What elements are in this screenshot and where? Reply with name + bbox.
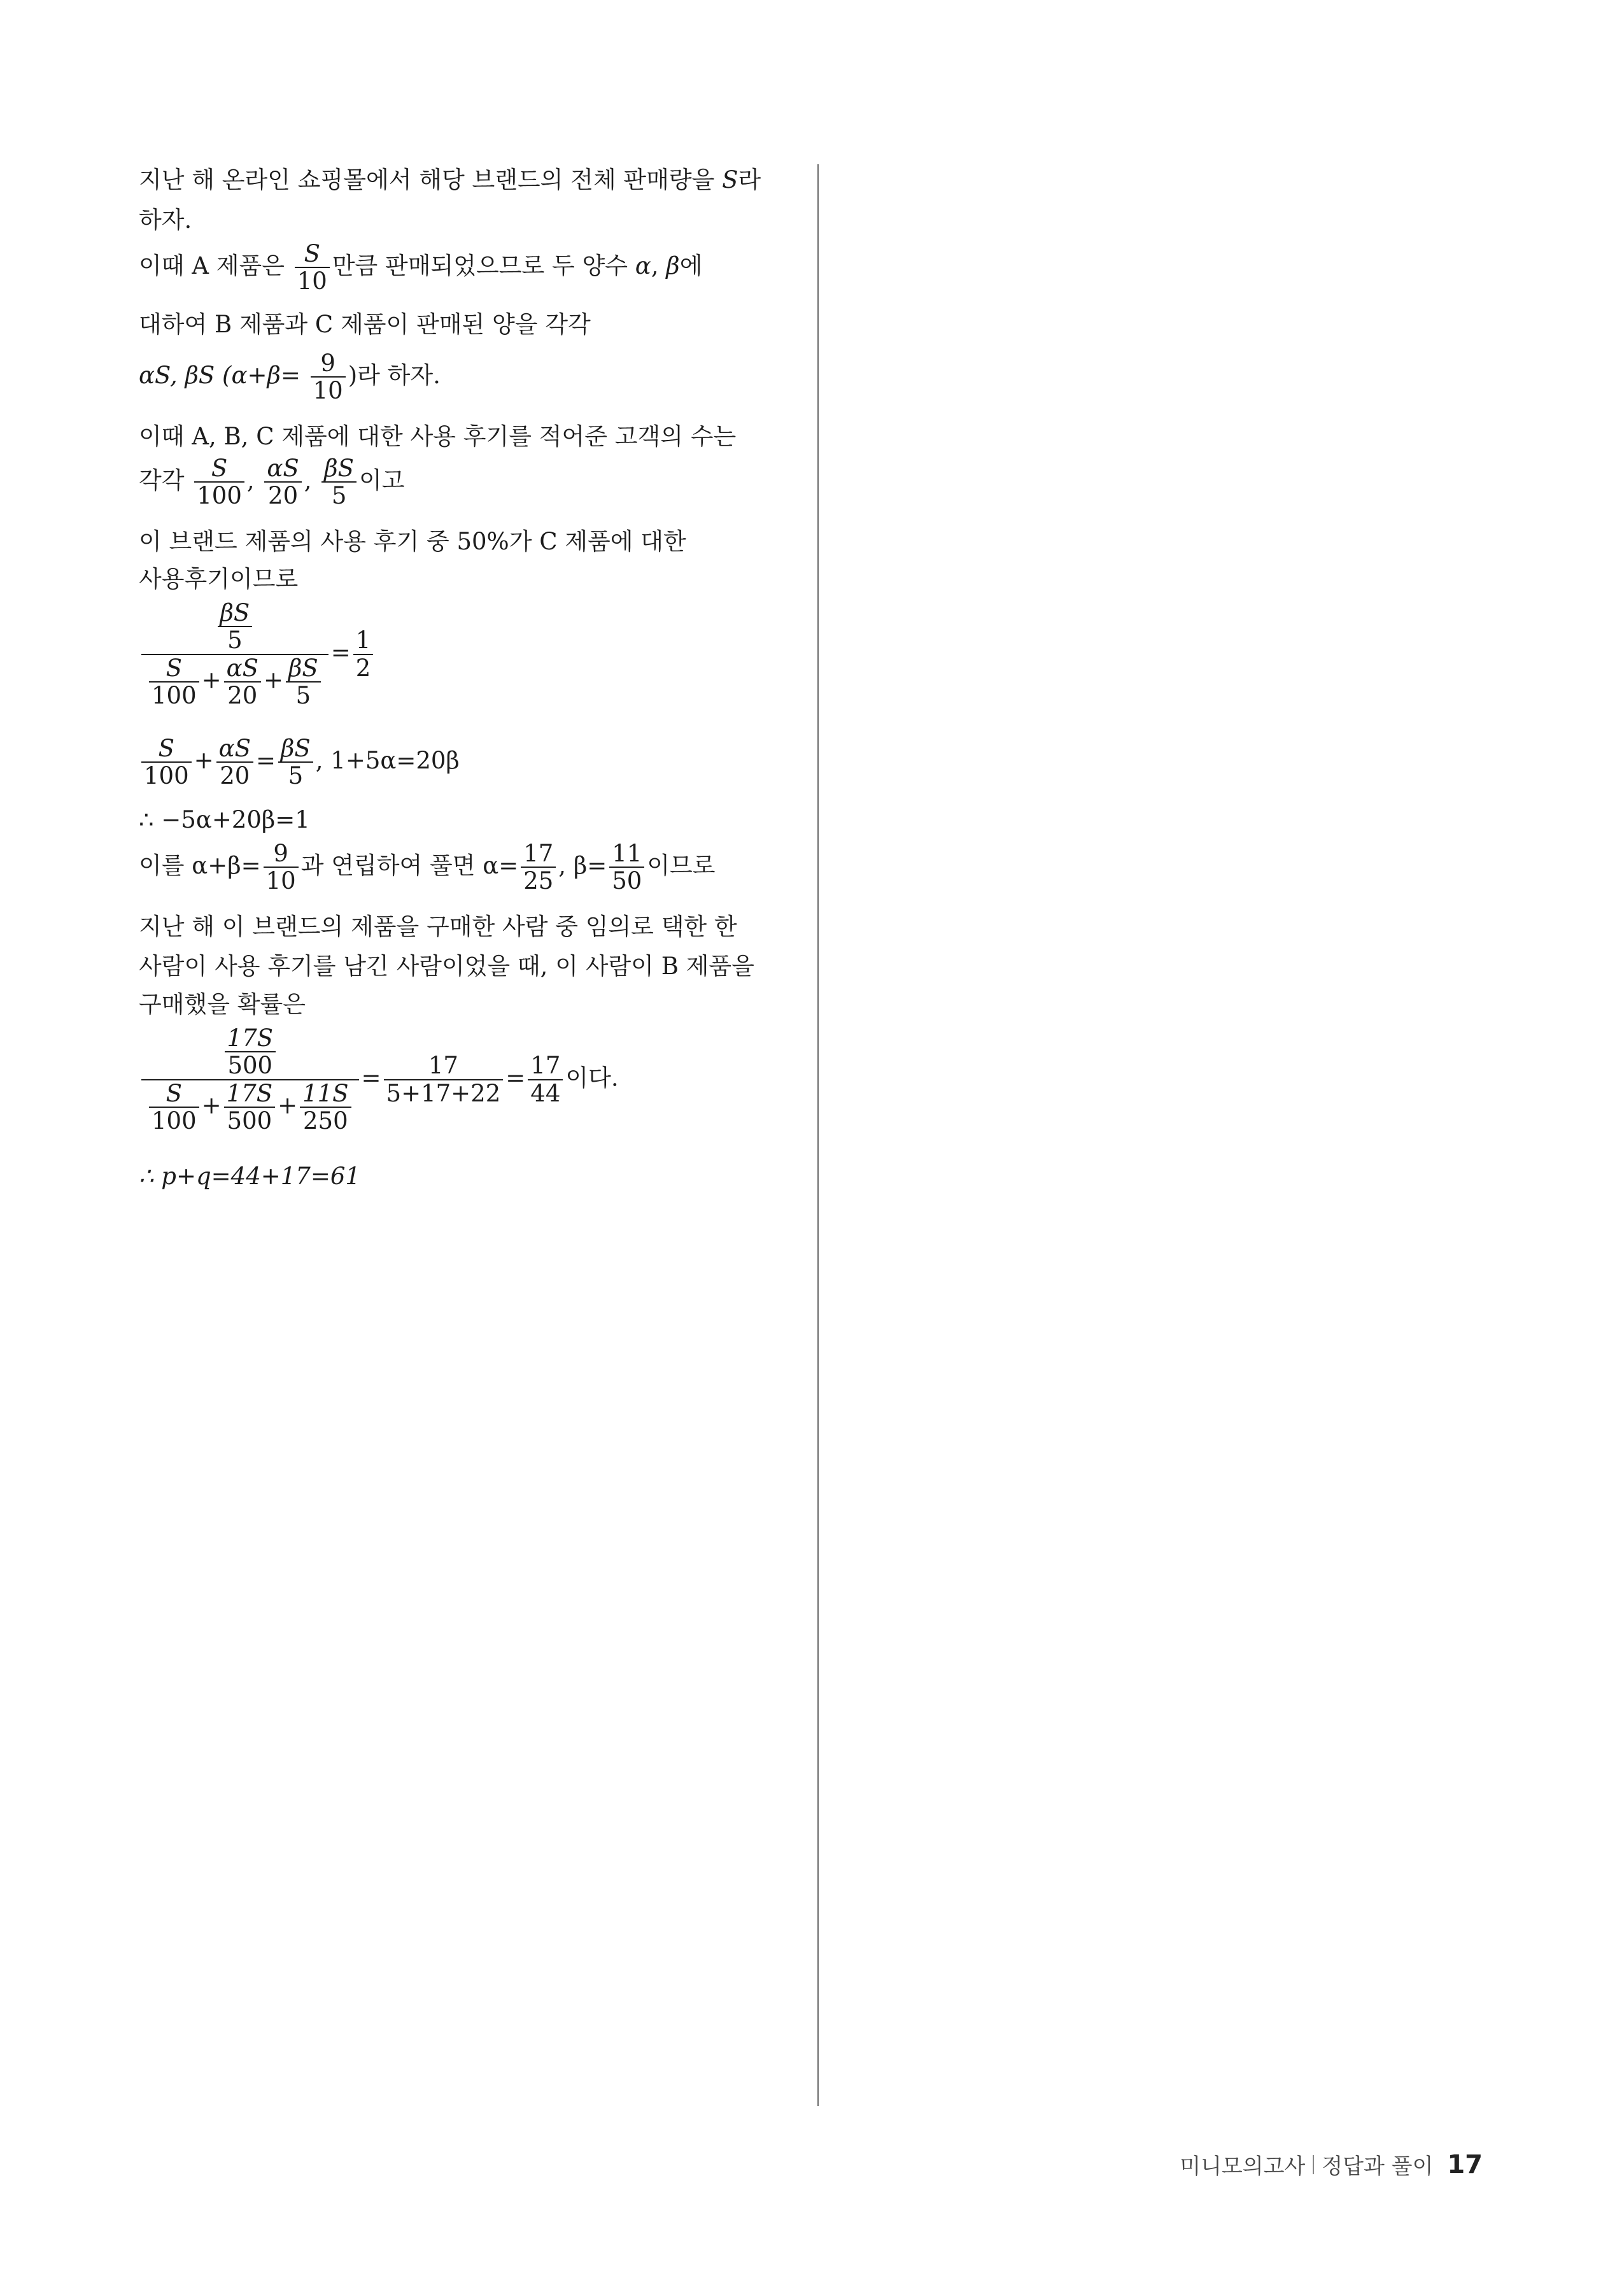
math-expr: ∴ p+q=44+17=61: [139, 1163, 360, 1190]
fraction: $\frac{17S}{500}$ $\frac{S}{100}$ + $\frac{17S}{500}$ + $\frac{11S}{250}$: [141, 1025, 359, 1135]
text-line: [139, 419, 736, 455]
math-expr: 과 연립하여 풀면 α=: [300, 851, 519, 879]
fraction: $\frac{17}{25}$: [521, 840, 556, 895]
text: 지난 해 온라인 쇼핑몰에서 해당 브랜드의 전체 판매량을: [139, 166, 715, 194]
text: 이므로: [647, 851, 716, 879]
text: 에: [679, 251, 703, 279]
text: 대하여 B 제품과 C 제품이 판매된 양을 각각: [139, 311, 591, 338]
text: 이다.: [565, 1064, 619, 1092]
fraction: $\frac{\beta S}{5}$: [321, 455, 357, 509]
math-var: S: [722, 166, 738, 194]
fraction: $\frac{11S}{250}$: [300, 1080, 351, 1135]
fraction: $\frac{\beta S}{5}$: [278, 735, 313, 789]
page-footer: [1180, 2149, 1483, 2180]
equation-line: [139, 802, 310, 838]
equation-complex-fraction: $\frac{\beta S}{5}$ $\frac{S}{100}$ + $\frac{\alpha S}{20}$ + $\frac{\beta S}{5}$ = $\frac{1}{2}$: [139, 600, 376, 709]
math-expr: ∴ −5α+20β=1: [139, 806, 310, 833]
text-line: [139, 162, 761, 198]
text-line: 이때 A 제품은 $\frac{S}{10}$ 만큼 판매되었으므로 두 양수 α, β에: [139, 240, 703, 295]
text-line: [139, 562, 298, 597]
fraction: $\frac{S}{100}$: [194, 455, 244, 509]
text: 하자.: [139, 206, 192, 234]
text-line: [139, 949, 754, 984]
fraction: $\frac{S}{100}$: [149, 655, 199, 709]
math-expr: 이를 α+β=: [139, 851, 261, 879]
text-line: [139, 202, 192, 238]
text-line: [139, 350, 441, 404]
math-expr: , β=: [558, 851, 607, 879]
fraction: $\frac{17}{44}$: [528, 1052, 563, 1107]
text: )라 하자.: [348, 361, 441, 389]
text: 각각: [139, 466, 185, 494]
text: 사람이 사용 후기를 남긴 사람이었을 때, 이 사람이 B 제품을: [139, 952, 754, 980]
equation-line: [139, 1159, 360, 1194]
fraction: $\frac{9}{10}$: [311, 350, 346, 404]
text: 이때 A, B, C 제품에 대한 사용 후기를 적어준 고객의 수는: [139, 423, 737, 450]
fraction: $\frac{17}{5+17+22}$: [384, 1052, 504, 1107]
fraction: $\frac{S}{100}$: [149, 1080, 199, 1135]
fraction: $\frac{S}{10}$: [295, 241, 330, 295]
text: 사용후기이므로: [139, 565, 299, 593]
column-divider: [817, 164, 819, 2106]
fraction: $\frac{17S}{500}$: [225, 1025, 276, 1079]
fraction: $\frac{\alpha S}{20}$: [264, 455, 301, 509]
fraction: $\frac{\beta S}{5}$: [286, 655, 321, 709]
text-line: [139, 987, 306, 1022]
fraction: $\frac{\beta S}{5}$ $\frac{S}{100}$ + $\frac{\alpha S}{20}$ + $\frac{\beta S}{5}$: [141, 600, 328, 709]
text: 이때 A 제품은: [139, 251, 285, 279]
text: 이 브랜드 제품의 사용 후기 중 50%가 C 제품에 대한: [139, 528, 686, 555]
fraction: $\frac{17S}{500}$: [224, 1080, 275, 1135]
text-line: [139, 909, 737, 945]
math-var: α: [635, 251, 651, 279]
equation-line: [139, 840, 716, 895]
fraction: $\frac{S}{100}$: [141, 735, 192, 789]
text: 라: [738, 166, 761, 194]
footer-section: 정답과 풀이: [1322, 2154, 1434, 2179]
fraction: $\frac{\alpha S}{20}$: [224, 655, 261, 709]
math-expr: αS, βS (α+β=: [139, 361, 300, 389]
footer-title: 미니모의고사: [1180, 2154, 1306, 2179]
fraction: $\frac{11}{50}$: [609, 840, 644, 895]
text: 이고: [359, 466, 405, 494]
fraction: $\frac{1}{2}$: [353, 627, 374, 681]
math-expr: , 1+5α=20β: [315, 746, 460, 774]
math-var: β: [666, 251, 680, 279]
fraction: $\frac{9}{10}$: [264, 840, 299, 895]
text-line: [139, 307, 591, 343]
text-line: [139, 524, 686, 560]
page-number: 17: [1447, 2149, 1483, 2179]
text: 구매했을 확률은: [139, 991, 306, 1018]
footer-divider: [1313, 2155, 1314, 2174]
fraction: $\frac{\beta S}{5}$: [218, 600, 253, 654]
fraction: $\frac{\alpha S}{20}$: [216, 735, 253, 789]
equation-line: $\frac{S}{100}$ + $\frac{\alpha S}{20}$ = $\frac{\beta S}{5}$ , 1+5α=20β: [139, 735, 460, 789]
text: 만큼 판매되었으므로 두 양수: [332, 251, 628, 279]
equation-complex-fraction: $\frac{17S}{500}$ $\frac{S}{100}$ + $\frac{17S}{500}$ + $\frac{11S}{250}$ = $\frac{17}{5+17+22}$ = $\frac{17}{44}$ 이다.: [139, 1025, 619, 1135]
text: 지난 해 이 브랜드의 제품을 구매한 사람 중 임의로 택한 한: [139, 913, 737, 940]
text-line: 각각 $\frac{S}{100}$ , $\frac{\alpha S}{20}$ , $\frac{\beta S}{5}$ 이고: [139, 455, 405, 510]
